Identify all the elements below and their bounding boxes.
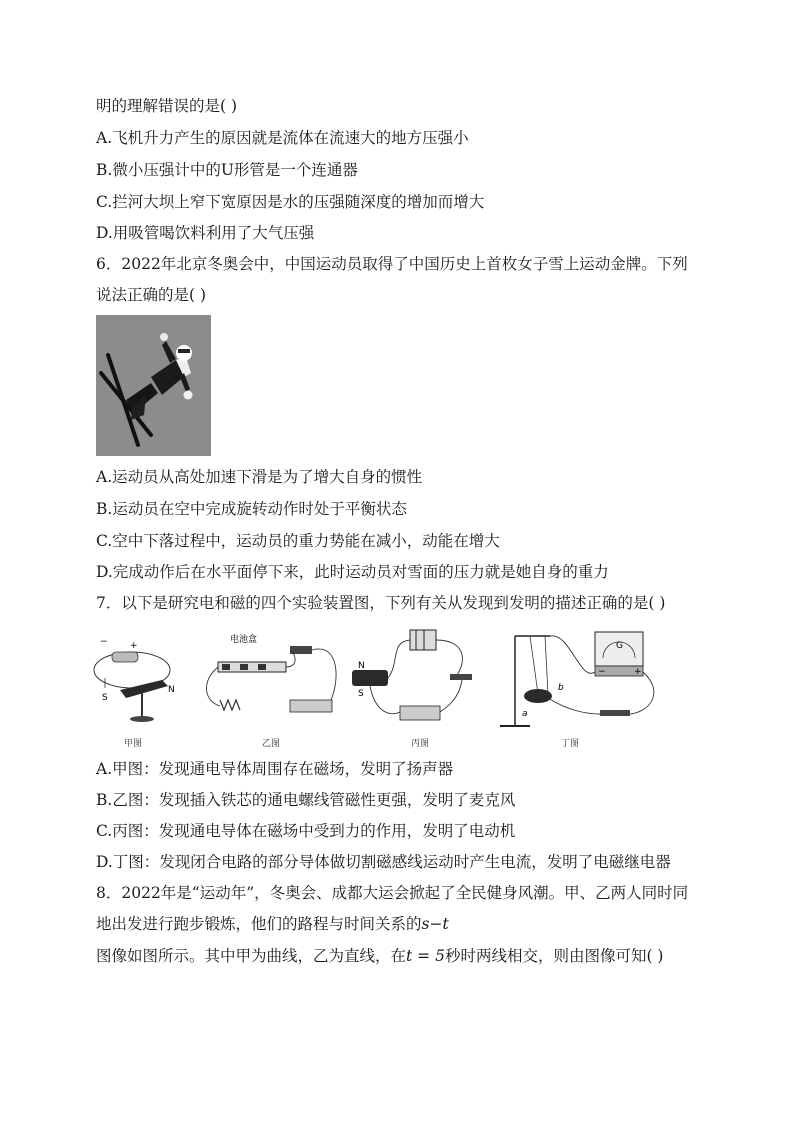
- jia-minus: −: [100, 637, 108, 647]
- q5-option-c: C.拦河大坝上窄下宽原因是水的压强随深度的增加而增大: [96, 193, 485, 211]
- q5-option-b: B.微小压强计中的U形管是一个连通器: [96, 161, 358, 179]
- t-equals-symbol: t = 5: [406, 947, 445, 965]
- q6-stem-line1: 6．2022年北京冬奥会中，中国运动员取得了中国历史上首枚女子雪上运动金牌。下列: [96, 255, 688, 273]
- q7-option-c: C.丙图：发现通电导体在磁场中受到力的作用，发明了电动机: [96, 822, 516, 840]
- q8-stem-line2: [96, 914, 449, 934]
- q7-option-b: B.乙图：发现插入铁芯的通电螺线管磁性更强，发明了麦克风: [96, 791, 516, 809]
- skier-figure: [96, 315, 211, 456]
- q6-stem-line2: 说法正确的是( ): [96, 286, 207, 304]
- battery-box-label: 电池盒: [230, 635, 258, 645]
- ding-minus: −: [598, 667, 606, 677]
- q6-option-d: D.完成动作后在水平面停下来，此时运动员对雪面的压力就是她自身的重力: [96, 563, 609, 581]
- jia-apparatus: [94, 637, 175, 722]
- q7-option-d: D.丁图：发现闭合电路的部分导体做切割磁感线运动时产生电流，发明了电磁继电器: [96, 853, 671, 871]
- q7-apparatus-figure: [90, 622, 670, 752]
- ding-b: b: [558, 683, 564, 693]
- ding-g: G: [616, 641, 623, 651]
- ding-a: a: [522, 709, 528, 719]
- q6-option-b: B.运动员在空中完成旋转动作时处于平衡状态: [96, 500, 407, 518]
- caption-jia: 甲图: [124, 739, 143, 749]
- caption-ding: 丁图: [561, 739, 580, 749]
- bing-s: S: [358, 689, 364, 699]
- q8-stem-line3-post: 秒时两线相交，则由图像可知( ): [444, 947, 664, 965]
- q5-option-a: A.飞机升力产生的原因就是流体在流速大的地方压强小: [96, 129, 469, 147]
- q5-tail: 明的理解错误的是( ): [96, 97, 238, 115]
- jia-plus: +: [130, 641, 138, 651]
- q7-stem: 7．以下是研究电和磁的四个实验装置图，下列有关从发现到发明的描述正确的是( ): [96, 594, 666, 612]
- caption-bing: 丙图: [411, 739, 430, 749]
- q8-stem-line1: 8．2022年是“运动年”，冬奥会、成都大运会掀起了全民健身风潮。甲、乙两人同时同: [96, 884, 689, 902]
- ding-apparatus: [500, 632, 654, 726]
- bing-apparatus: [352, 630, 472, 720]
- q6-option-a: A.运动员从高处加速下滑是为了增大自身的惯性: [96, 468, 423, 486]
- q8-stem-line3: [96, 946, 663, 966]
- yi-apparatus: [206, 633, 336, 712]
- ding-plus: +: [634, 667, 642, 677]
- apparatus-drawings: [90, 622, 670, 742]
- caption-yi: 乙图: [262, 739, 281, 749]
- q5-option-d: D.用吸管喝饮料利用了大气压强: [96, 224, 315, 242]
- q8-stem-line3-text: 图像如图所示。其中甲为曲线，乙为直线，在: [96, 947, 407, 965]
- bing-n: N: [358, 661, 365, 671]
- q7-option-a: A.甲图：发现通电导体周围存在磁场，发明了扬声器: [96, 760, 454, 778]
- q8-stem-line2-text: 地出发进行跑步锻炼，他们的路程与时间关系的: [96, 915, 422, 933]
- skier-photo: [96, 315, 211, 456]
- st-symbol: s−t: [421, 915, 449, 933]
- jia-n: N: [168, 685, 175, 695]
- jia-s: S: [102, 693, 108, 703]
- q6-option-c: C.空中下落过程中，运动员的重力势能在减小，动能在增大: [96, 532, 500, 550]
